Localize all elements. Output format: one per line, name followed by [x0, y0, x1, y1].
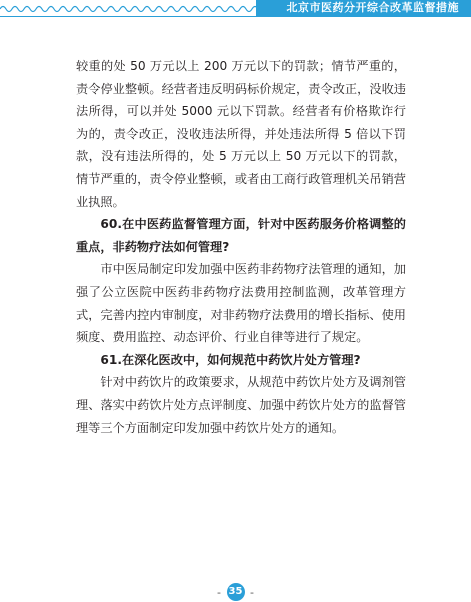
- answer-60-paragraph: 市中医局制定印发加强中医药非药物疗法管理的通知，加强了公立医院中医药非药物疗法费用控制监测，改革管理方式，完善内控内审制度，对非药物疗法费用的增长指标、使用频度、费用监控、动态评价、行业自律等进行了规定。: [76, 262, 406, 345]
- header-rule: [0, 16, 471, 17]
- page-number-dash-left: -: [217, 585, 221, 599]
- paragraph-continuation: 较重的处 50 万元以上 200 万元以下的罚款；情节严重的，责令停业整顿。经营者违反明码标价规定，责令改正，没收违法所得，可以并处 5000 元以下罚款。经营者有价格欺诈行为的，责令改正，没收违法所得，并处违法所得 5 倍以下罚款，没有违法所得的，处 5 万元以上 50 万元以下的罚款，情节严重的，责令停业整顿，或者由工商行政管理机关吊销营业执照。: [76, 59, 406, 209]
- page-header: [0, 0, 471, 20]
- header-title-banner: [256, 0, 471, 16]
- question-61-heading: 61.在深化医改中，如何规范中药饮片处方管理?: [100, 352, 361, 367]
- page-footer: [0, 583, 471, 601]
- answer-61-paragraph: 针对中药饮片的政策要求，从规范中药饮片处方及调剂管理、落实中药饮片处方点评制度、加强中药饮片处方的监督管理等三个方面制定印发加强中药饮片处方的通知。: [76, 375, 406, 435]
- body-content: [76, 55, 406, 439]
- header-title: 北京市医药分开综合改革监督措施: [286, 1, 459, 14]
- header-wave-decoration: [0, 4, 260, 14]
- question-60-heading: 60.在中医药监督管理方面，针对中医药服务价格调整的重点，非药物疗法如何管理?: [76, 217, 406, 254]
- page-number: 35: [227, 583, 245, 601]
- page-number-dash-right: -: [250, 585, 254, 599]
